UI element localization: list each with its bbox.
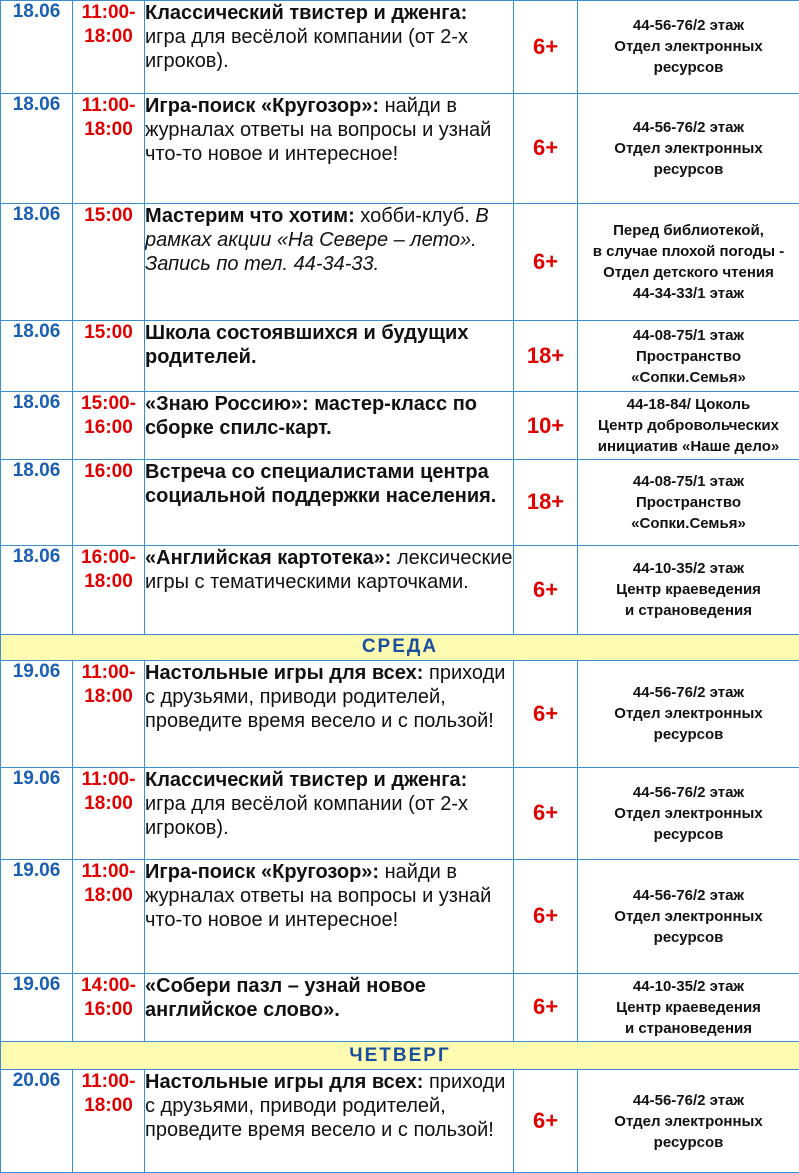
- day-header-row: [1, 1042, 799, 1070]
- event-date: 19.06: [1, 660, 73, 767]
- event-description: [145, 546, 514, 635]
- event-time: [73, 1070, 145, 1173]
- location-line: 44-08-75/1 этаж: [632, 326, 745, 344]
- location-line: Отдел электронных: [614, 705, 763, 723]
- event-note: В рамках акции «На Севере – лето». Запись по тел. 44-34-33.: [145, 205, 489, 276]
- event-description: [145, 1, 514, 94]
- event-time: [73, 660, 145, 767]
- event-location: [578, 973, 799, 1041]
- event-location: [578, 1, 799, 94]
- location-line: Перед библиотекой,: [613, 222, 764, 240]
- event-location: [578, 1070, 799, 1173]
- age-rating: 6+: [514, 1, 578, 94]
- event-title: Школа состоявшихся и будущих родителей.: [145, 321, 469, 368]
- event-title: «Знаю Россию»: мастер-класс по сборке спилс-карт.: [145, 393, 478, 440]
- location-line: ресурсов: [653, 160, 724, 178]
- age-rating: 6+: [514, 860, 578, 974]
- event-row: [1, 973, 799, 1041]
- event-row: [1, 204, 799, 321]
- event-date: 18.06: [1, 546, 73, 635]
- event-title: Настольные игры для всех:: [145, 661, 424, 684]
- age-rating: 6+: [514, 973, 578, 1041]
- age-rating: 6+: [514, 660, 578, 767]
- event-row: [1, 93, 799, 204]
- event-row: [1, 860, 799, 974]
- location-line: Центр добровольческих: [597, 417, 779, 434]
- event-text: найди в журналах ответы на вопросы и узнай что-то новое и интересное!: [145, 861, 492, 932]
- event-row: [1, 392, 799, 459]
- time-start: 14:00-: [81, 974, 136, 996]
- event-title: Встреча со специалистами центра социальной поддержки населения.: [145, 460, 497, 507]
- time-start: 11:00-: [81, 661, 136, 683]
- location-line: ресурсов: [653, 59, 724, 77]
- day-header-label: ЧЕТВЕРГ: [1, 1042, 799, 1070]
- event-title: «Собери пазл – узнай новое английское слово».: [145, 974, 426, 1021]
- location-line: ресурсов: [653, 825, 724, 843]
- event-date: 18.06: [1, 93, 73, 204]
- day-header-row: [1, 634, 799, 660]
- event-date: 20.06: [1, 1070, 73, 1173]
- event-title: Классический твистер и дженга:: [145, 2, 468, 24]
- location-line: 44-56-76/2 этаж: [632, 118, 745, 136]
- time-start: 11:00-: [81, 94, 136, 116]
- event-text: игра для весёлой компании (от 2-х игроков).: [145, 26, 468, 72]
- event-description: [145, 204, 514, 321]
- location-line: ресурсов: [653, 1133, 724, 1151]
- event-description: [145, 860, 514, 974]
- event-text: хобби-клуб.: [354, 205, 470, 228]
- event-time: [73, 767, 145, 860]
- location-line: 44-56-76/2 этаж: [632, 783, 745, 801]
- time-end: 18:00: [84, 685, 133, 707]
- time-end: 18:00: [84, 118, 133, 140]
- event-row: [1, 1070, 799, 1173]
- event-description: [145, 93, 514, 204]
- event-date: 19.06: [1, 973, 73, 1041]
- location-line: Отдел электронных: [614, 804, 763, 822]
- event-time: [73, 320, 145, 391]
- event-location: [578, 860, 799, 974]
- event-location: [578, 660, 799, 767]
- location-line: Отдел электронных: [614, 907, 763, 925]
- event-time: [73, 546, 145, 635]
- event-title: Настольные игры для всех:: [145, 1071, 424, 1094]
- event-title: Мастерим что хотим:: [145, 205, 355, 228]
- event-date: 18.06: [1, 392, 73, 459]
- time-start: 11:00-: [81, 1071, 136, 1093]
- location-line: ресурсов: [653, 928, 724, 946]
- event-location: [578, 767, 799, 860]
- location-line: 44-10-35/2 этаж: [632, 977, 745, 995]
- time-start: 15:00-: [81, 393, 136, 415]
- event-time: [73, 204, 145, 321]
- location-line: 44-56-76/2 этаж: [632, 1091, 745, 1109]
- event-text: найди в журналах ответы на вопросы и узнай что-то новое и интересное!: [145, 94, 492, 165]
- time-start: 15:00: [84, 321, 133, 343]
- location-line: Отдел электронных: [614, 1112, 763, 1130]
- event-row: [1, 1, 799, 94]
- event-text: лексические игры с тематическими карточками.: [145, 547, 513, 594]
- time-end: 18:00: [84, 1095, 133, 1117]
- location-line: «Сопки.Семья»: [631, 514, 746, 532]
- event-row: [1, 546, 799, 635]
- event-description: [145, 973, 514, 1041]
- location-line: в случае плохой погоды -: [592, 243, 785, 261]
- event-time: [73, 392, 145, 459]
- location-line: Пространство: [635, 493, 742, 511]
- event-time: [73, 973, 145, 1041]
- event-description: [145, 320, 514, 391]
- event-location: [578, 320, 799, 391]
- time-start: 16:00-: [81, 547, 136, 569]
- event-description: [145, 1070, 514, 1173]
- event-date: 18.06: [1, 1, 73, 94]
- age-rating: 6+: [514, 767, 578, 860]
- location-line: Отдел электронных: [614, 38, 763, 56]
- time-start: 16:00: [84, 460, 133, 482]
- location-line: 44-56-76/2 этаж: [632, 886, 745, 904]
- time-start: 11:00-: [81, 2, 136, 23]
- event-location: [578, 204, 799, 321]
- event-title: Классический твистер и дженга:: [145, 768, 468, 791]
- location-line: «Сопки.Семья»: [631, 368, 746, 386]
- event-location: [578, 392, 799, 459]
- location-line: инициатив «Наше дело»: [597, 438, 780, 455]
- event-title: Игра-поиск «Кругозор»:: [145, 861, 380, 884]
- time-start: 11:00-: [81, 768, 136, 790]
- location-line: 44-56-76/2 этаж: [632, 17, 745, 35]
- location-line: Центр краеведения: [616, 581, 761, 599]
- location-line: 44-08-75/1 этаж: [632, 472, 745, 490]
- event-date: 18.06: [1, 459, 73, 546]
- event-text: игра для весёлой компании (от 2-х игроков).: [145, 792, 468, 839]
- event-time: [73, 93, 145, 204]
- event-text: приходи с друзьями, приводи родителей, проведите время весело и с пользой!: [145, 661, 506, 732]
- event-row: [1, 459, 799, 546]
- age-rating: 6+: [514, 1070, 578, 1173]
- schedule-body: [1, 1, 799, 1173]
- location-line: 44-56-76/2 этаж: [632, 684, 745, 702]
- location-line: Пространство: [635, 347, 742, 365]
- age-rating: 10+: [514, 392, 578, 459]
- location-line: 44-10-35/2 этаж: [632, 560, 745, 578]
- time-end: 18:00: [84, 885, 133, 907]
- day-header-label: СРЕДА: [1, 634, 799, 660]
- location-line: и страноведения: [624, 602, 753, 620]
- event-date: 18.06: [1, 204, 73, 321]
- time-end: 18:00: [84, 26, 133, 47]
- event-title: «Английская картотека»:: [145, 547, 392, 570]
- time-end: 16:00: [84, 417, 133, 439]
- event-row: [1, 320, 799, 391]
- event-time: [73, 1, 145, 94]
- location-line: Отдел электронных: [614, 139, 763, 157]
- age-rating: 18+: [514, 459, 578, 546]
- time-end: 16:00: [84, 998, 133, 1020]
- location-line: и страноведения: [624, 1019, 753, 1037]
- event-description: [145, 392, 514, 459]
- time-start: 11:00-: [81, 861, 136, 883]
- event-description: [145, 660, 514, 767]
- time-end: 18:00: [84, 792, 133, 814]
- event-time: [73, 459, 145, 546]
- event-time: [73, 860, 145, 974]
- location-line: 44-34-33/1 этаж: [632, 285, 745, 303]
- location-line: Центр краеведения: [616, 998, 761, 1016]
- time-end: 18:00: [84, 571, 133, 593]
- age-rating: 6+: [514, 93, 578, 204]
- event-date: 19.06: [1, 860, 73, 974]
- age-rating: 18+: [514, 320, 578, 391]
- event-location: [578, 459, 799, 546]
- event-row: [1, 660, 799, 767]
- event-description: [145, 459, 514, 546]
- event-location: [578, 93, 799, 204]
- time-start: 15:00: [84, 205, 133, 227]
- event-date: 18.06: [1, 320, 73, 391]
- event-description: [145, 767, 514, 860]
- location-line: ресурсов: [653, 726, 724, 744]
- age-rating: 6+: [514, 204, 578, 321]
- location-line: Отдел детского чтения: [603, 264, 774, 282]
- age-rating: 6+: [514, 546, 578, 635]
- event-title: Игра-поиск «Кругозор»:: [145, 94, 380, 117]
- event-location: [578, 546, 799, 635]
- event-row: [1, 767, 799, 860]
- event-date: 19.06: [1, 767, 73, 860]
- event-text: приходи с друзьями, приводи родителей, проведите время весело и с пользой!: [145, 1071, 506, 1142]
- location-line: 44-18-84/ Цоколь: [626, 396, 751, 413]
